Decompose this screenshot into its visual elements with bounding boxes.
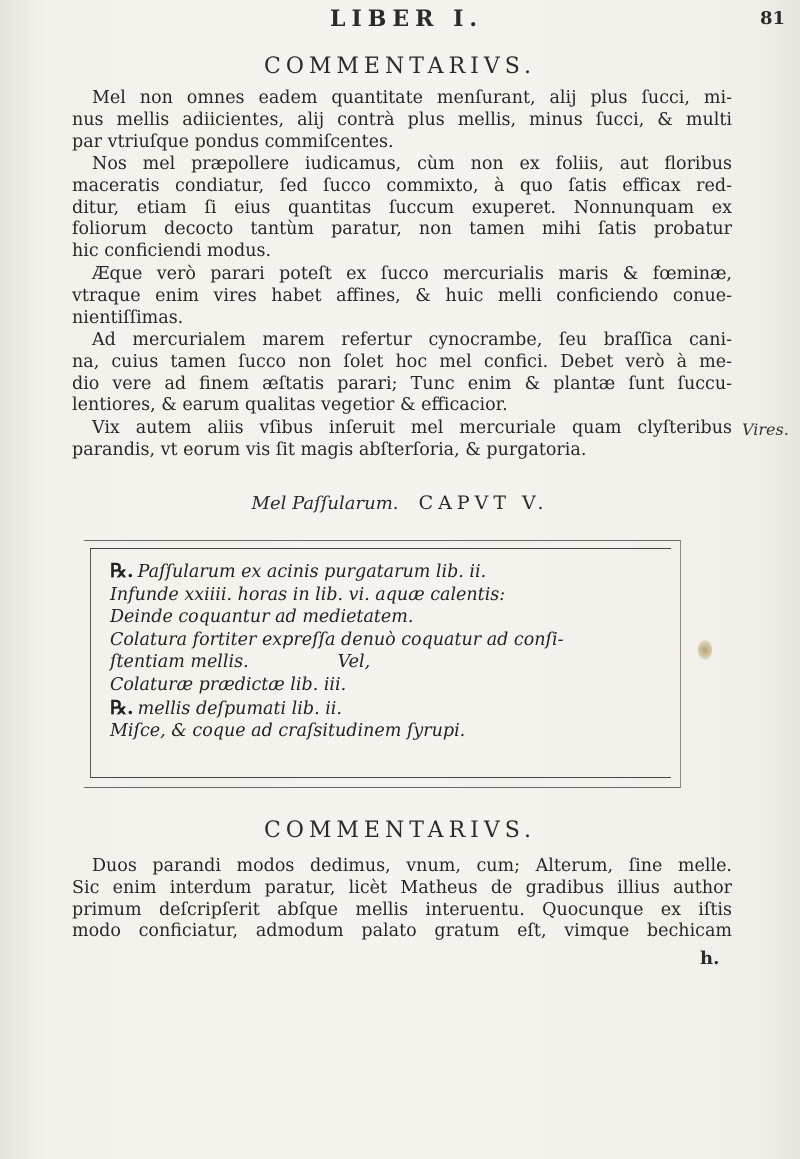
running-head: [0, 4, 800, 44]
recipe-line-text: mellis deſpumati lib. ii.: [137, 698, 342, 719]
running-title: LIBER I.: [330, 6, 484, 32]
text-line: hic conficiendi modus.: [72, 241, 272, 262]
commentary-heading-2: COMMENTARIVS.: [263, 818, 536, 843]
text-line: par vtriuſque pondus commiſcentes.: [72, 131, 394, 152]
paragraph-4: [72, 330, 732, 417]
recipe-line: [110, 560, 670, 584]
recipe-line: Colaturæ prædictæ lib. iii.: [110, 674, 347, 695]
text-line: Ad mercurialem marem refertur cynocrambe, ſeu braſſica cani-: [92, 330, 732, 350]
text-line: Mel non omnes eadem quantitate menſurant, alij plus ſucci, mi-: [92, 88, 732, 108]
text-line: foliorum decocto tantùm paratur, non tamen mihi ſatis probatur: [72, 219, 732, 240]
recipe-symbol: ℞.: [110, 560, 134, 582]
commentary-heading-1: COMMENTARIVS.: [263, 54, 536, 79]
recipe-line: Miſce, & coque ad craſsitudinem ſyrupi.: [110, 721, 466, 742]
text-line: Vix autem aliis vſibus inſeruit mel mercuriale quam clyſteribus: [92, 418, 732, 438]
paragraph-1: [72, 88, 732, 153]
text-line: na, cuius tamen ſucco non ſolet hoc mel confici. Debet verò à me-: [72, 351, 732, 372]
text-line: Nos mel præpollere iudicamus, cùm non ex foliis, aut floribus: [92, 154, 732, 174]
catchword: h.: [700, 948, 720, 969]
text-line: vtraque enim vires habet affines, & huic melli conficiendo conue-: [72, 285, 732, 306]
recipe-line-text: Paſſularum ex acinis purgatarum lib. ii.: [137, 562, 487, 582]
text-line: Æque verò parari poteſt ex ſucco mercurialis maris & fœminæ,: [92, 264, 732, 284]
chapter-number: CAPVT V.: [418, 492, 549, 514]
page-number: 81: [760, 8, 786, 29]
text-line: primum deſcripſerit abſque mellis interuentu. Quocunque ex iſtis: [72, 899, 732, 920]
text-line: dio vere ad finem æſtatis parari; Tunc enim & plantæ ſunt ſuccu-: [72, 373, 732, 394]
text-line: ditur, etiam ſi eius quantitas ſuccum exuperet. Nonnunquam ex: [72, 197, 732, 218]
recipe-text: [110, 560, 670, 743]
recipe-line: Deinde coquantur ad medietatem.: [110, 607, 414, 628]
text-line: nientiſſimas.: [72, 307, 184, 328]
text-line: lentiores, & earum qualitas vegetior & efficacior.: [72, 395, 508, 416]
text-line: Duos parandi modos dedimus, vnum, cum; Alterum, ſine melle.: [92, 856, 732, 876]
paragraph-2: [72, 154, 732, 263]
paragraph-5: [72, 418, 732, 462]
margin-note: Vires.: [742, 420, 789, 439]
text-line: modo conficiatur, admodum palato gratum eſt, vimque bechicam: [72, 921, 732, 942]
chapter-heading: [0, 492, 800, 514]
recipe-line: Infunde xxiiii. horas in lib. vi. aquæ calentis:: [110, 584, 506, 605]
recipe-line: ſtentiam mellis. Vel,: [110, 652, 371, 673]
text-line: Sic enim interdum paratur, licèt Matheus de gradibus illius author: [72, 877, 732, 898]
text-line: nus mellis adiicientes, alij contrà plus mellis, minus ſucci, & multi: [72, 109, 732, 130]
ink-smudge: [698, 640, 712, 660]
chapter-title: Mel Paſſularum.: [251, 493, 399, 514]
recipe-symbol: ℞.: [110, 696, 134, 719]
text-line: maceratis condiatur, ſed ſucco commixto, à quo ſatis efficax red-: [72, 175, 732, 196]
paragraph-6: [72, 856, 732, 943]
paragraph-3: [72, 264, 732, 329]
recipe-line: Colatura fortiter expreſſa denuò coquatur ad conſi-: [110, 629, 564, 650]
text-line: parandis, vt eorum vis ſit magis abſterſoria, & purgatoria.: [72, 439, 587, 460]
recipe-line: [110, 697, 670, 721]
